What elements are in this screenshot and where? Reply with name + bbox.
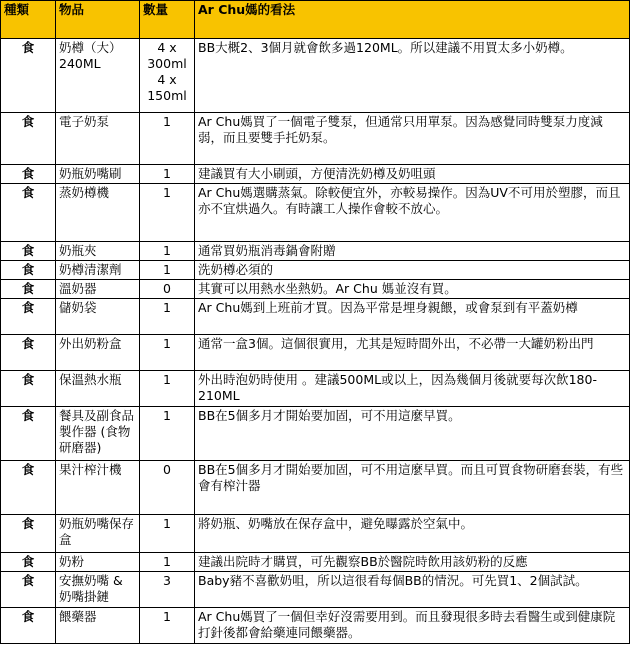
table-row: [1, 280, 630, 299]
row-comment: 將奶瓶、奶嘴放在保存盒中，避免曝露於空氣中。: [195, 515, 630, 553]
row-quantity: 1: [140, 113, 195, 165]
row-category: 食: [1, 184, 56, 242]
header-item: 物品: [56, 1, 140, 39]
row-item: 奶瓶奶嘴保存盒: [56, 515, 140, 553]
row-quantity: 1: [140, 299, 195, 335]
row-comment: 洗奶樽必須的: [195, 261, 630, 280]
header-quantity: 數量: [140, 1, 195, 39]
row-quantity: 1: [140, 553, 195, 572]
row-quantity: 1: [140, 608, 195, 644]
row-quantity: 1: [140, 407, 195, 461]
table-header-row: [1, 1, 630, 39]
row-comment: BB在5個多月才開始要加固，可不用這麼早買。: [195, 407, 630, 461]
row-category: 食: [1, 407, 56, 461]
row-item: 奶粉: [56, 553, 140, 572]
row-item: 電子奶泵: [56, 113, 140, 165]
row-item: 果汁榨汁機: [56, 461, 140, 515]
row-item: 奶瓶奶嘴刷: [56, 165, 140, 184]
row-comment: BB在5個多月才開始要加固，可不用這麼早買。而且可買食物研磨套裝，有些會有榨汁器: [195, 461, 630, 515]
row-comment: 外出時泡奶時使用 。建議500ML或以上，因為幾個月後就要每次飲180-210ML: [195, 371, 630, 407]
row-category: 食: [1, 242, 56, 261]
table-row: [1, 553, 630, 572]
row-quantity: 0: [140, 461, 195, 515]
header-category: 種類: [1, 1, 56, 39]
row-category: 食: [1, 608, 56, 644]
row-comment: 建議買有大小刷頭，方便清洗奶樽及奶咀頭: [195, 165, 630, 184]
row-quantity: 0: [140, 280, 195, 299]
row-comment: Ar Chu媽到上班前才買。因為平常是埋身親餵，或會泵到有平蓋奶樽: [195, 299, 630, 335]
row-comment: Ar Chu媽買了一個電子雙泵，但通常只用單泵。因為感覺同時雙泵力度減弱，而且要雙手托奶泵。: [195, 113, 630, 165]
row-quantity: 1: [140, 335, 195, 371]
row-item: 餵藥器: [56, 608, 140, 644]
row-category: 食: [1, 572, 56, 608]
row-item: 溫奶器: [56, 280, 140, 299]
row-item: 蒸奶樽機: [56, 184, 140, 242]
row-category: 食: [1, 113, 56, 165]
table-row: [1, 299, 630, 335]
row-comment: BB大概2、3個月就會飲多過120ML。所以建議不用買太多小奶樽。: [195, 39, 630, 113]
table-row: [1, 407, 630, 461]
row-category: 食: [1, 335, 56, 371]
table-row: [1, 113, 630, 165]
row-comment: 通常買奶瓶消毒鍋會附贈: [195, 242, 630, 261]
row-item: 儲奶袋: [56, 299, 140, 335]
row-quantity: 1: [140, 515, 195, 553]
row-category: 食: [1, 461, 56, 515]
row-item: 奶瓶夾: [56, 242, 140, 261]
table-row: [1, 572, 630, 608]
row-category: 食: [1, 39, 56, 113]
row-category: 食: [1, 299, 56, 335]
row-category: 食: [1, 280, 56, 299]
row-quantity: 1: [140, 242, 195, 261]
row-quantity: 1: [140, 184, 195, 242]
row-category: 食: [1, 515, 56, 553]
row-category: 食: [1, 371, 56, 407]
row-comment: 建議出院時才購買，可先觀察BB於醫院時飲用該奶粉的反應: [195, 553, 630, 572]
table-row: [1, 335, 630, 371]
row-item: 外出奶粉盒: [56, 335, 140, 371]
row-item: 餐具及副食品製作器 (食物研磨器): [56, 407, 140, 461]
table-row: [1, 371, 630, 407]
row-category: 食: [1, 261, 56, 280]
table-row: [1, 515, 630, 553]
row-quantity: 1: [140, 165, 195, 184]
table-row: [1, 165, 630, 184]
table-row: [1, 184, 630, 242]
row-quantity: 3: [140, 572, 195, 608]
row-quantity: 1: [140, 261, 195, 280]
table-row: [1, 608, 630, 644]
row-quantity: 4 x 300ml 4 x 150ml: [140, 39, 195, 113]
row-item: 保溫熱水瓶: [56, 371, 140, 407]
row-comment: Ar Chu媽選購蒸氣。除較便宜外，亦較易操作。因為UV不可用於塑膠，而且亦不宜烘過久。有時讓工人操作會較不放心。: [195, 184, 630, 242]
row-comment: Baby豬不喜歡奶咀，所以這很看每個BB的情況。可先買1、2個試試。: [195, 572, 630, 608]
row-item: 安撫奶嘴 & 奶嘴掛鏈: [56, 572, 140, 608]
header-comment: Ar Chu媽的看法: [195, 1, 630, 39]
row-category: 食: [1, 165, 56, 184]
row-comment: Ar Chu媽買了一個但幸好沒需要用到。而且發現很多時去看醫生或到健康院打針後都會給藥連同餵藥器。: [195, 608, 630, 644]
row-item: 奶樽（大）240ML: [56, 39, 140, 113]
table-row: [1, 461, 630, 515]
row-category: 食: [1, 553, 56, 572]
row-comment: 通常一盒3個。這個很實用，尤其是短時間外出，不必帶一大罐奶粉出門: [195, 335, 630, 371]
table-row: [1, 261, 630, 280]
row-item: 奶樽清潔劑: [56, 261, 140, 280]
table-row: [1, 242, 630, 261]
row-comment: 其實可以用熱水坐熱奶。Ar Chu 媽並沒有買。: [195, 280, 630, 299]
table-row: [1, 39, 630, 113]
row-quantity: 1: [140, 371, 195, 407]
